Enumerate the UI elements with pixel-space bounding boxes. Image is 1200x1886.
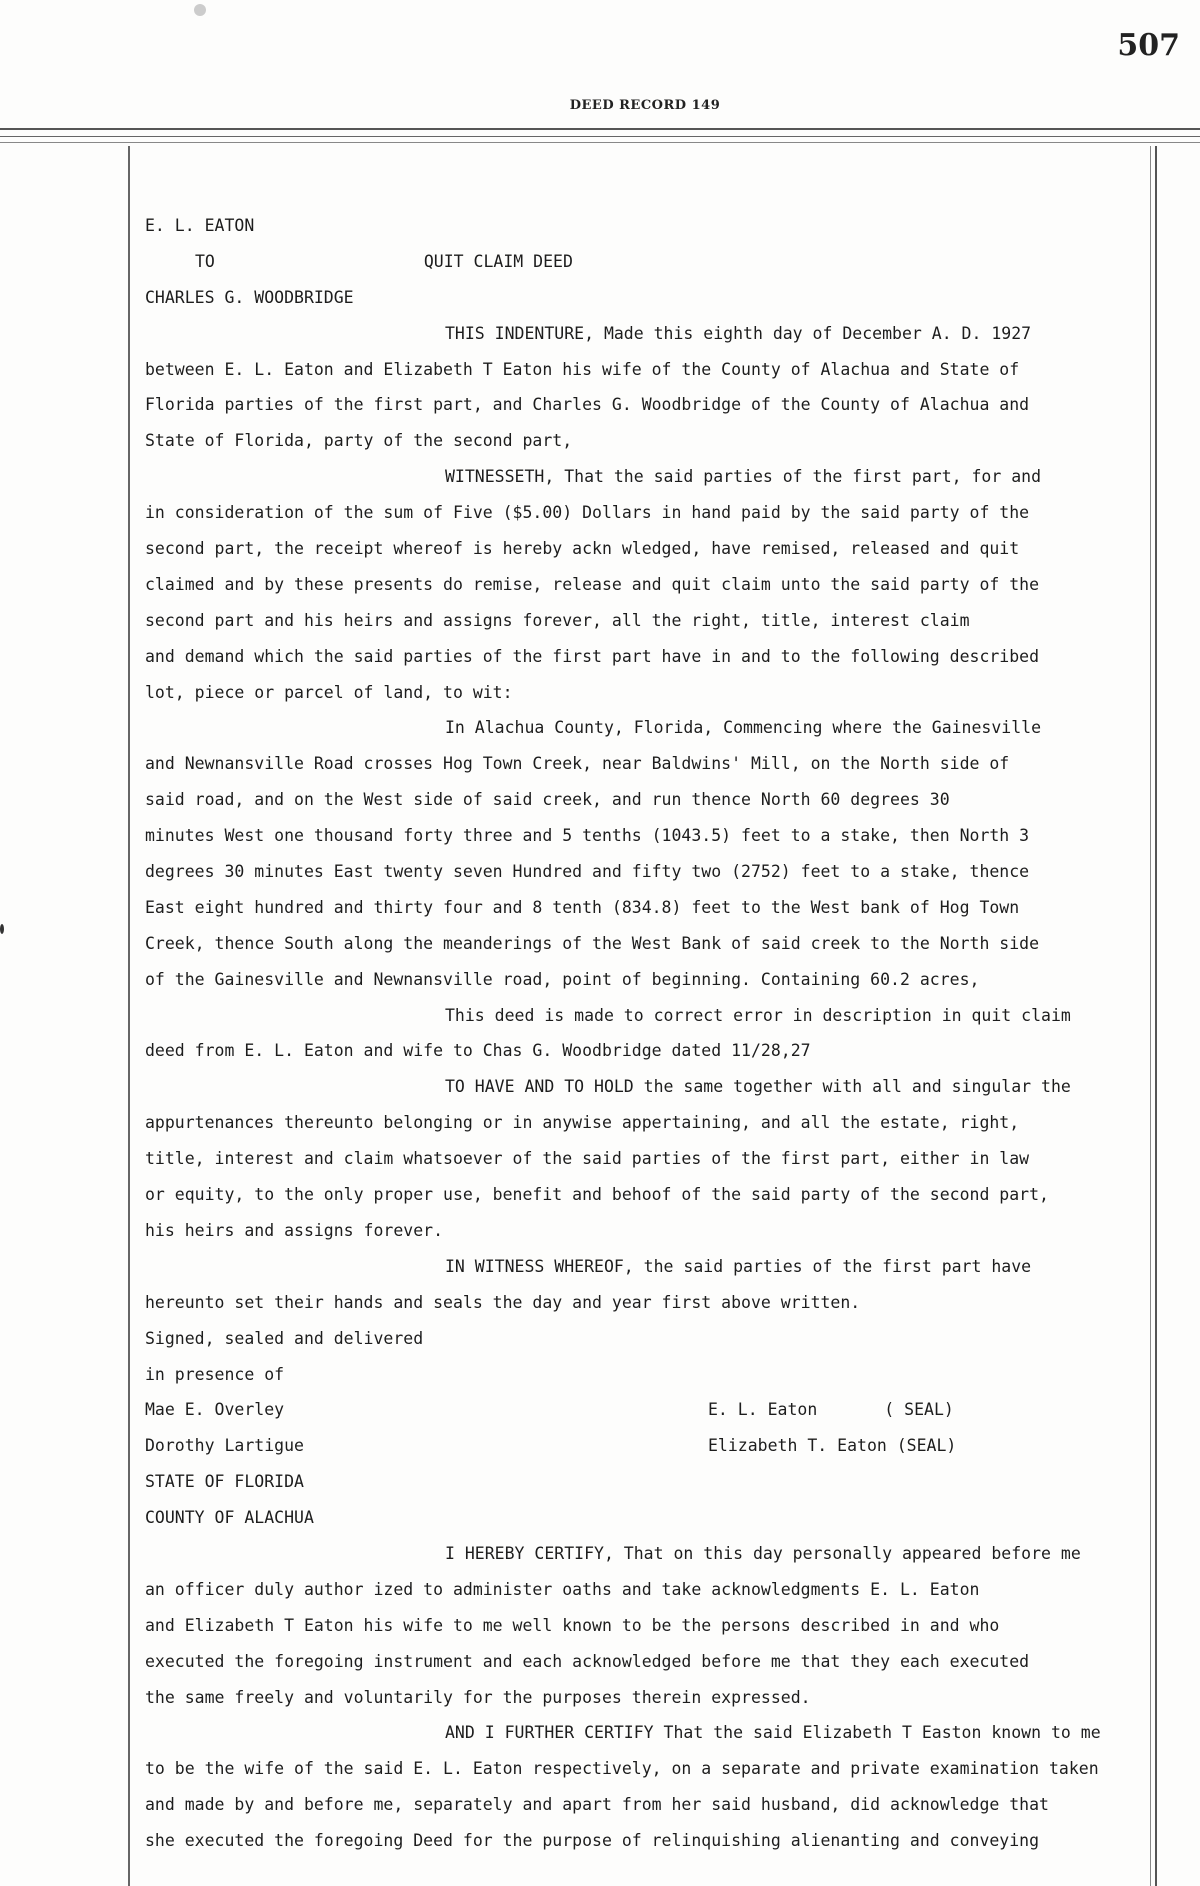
acknowledgment-line: she executed the foregoing Deed for the purpose of relinquishing alienanting and conveying	[145, 1831, 1040, 1851]
deed-line: or equity, to the only proper use, benefit and behoof of the said party of the second part,	[145, 1185, 1049, 1205]
paper-speck	[194, 4, 206, 16]
deed-line: Florida parties of the first part, and Charles G. Woodbridge of the County of Alachua and	[145, 395, 1030, 415]
grantee-name: CHARLES G. WOODBRIDGE	[145, 287, 354, 307]
county-line: COUNTY OF ALACHUA	[145, 1508, 314, 1528]
deed-line: second part and his heirs and assigns forever, all the right, title, interest claim	[145, 610, 970, 630]
right-margin-line-outer	[1155, 146, 1157, 1886]
right-margin-line-inner	[1150, 146, 1151, 1886]
deed-line: IN WITNESS WHEREOF, the said parties of the first part have	[445, 1256, 1032, 1276]
acknowledgment-line: an officer duly author ized to administer oaths and take acknowledgments E. L. Eaton	[145, 1579, 980, 1599]
signer-block	[708, 1428, 956, 1464]
acknowledgment-line: and made by and before me, separately and apart from her said husband, did acknowledge that	[145, 1795, 1049, 1815]
deed-line: title, interest and claim whatsoever of the said parties of the first part, either in law	[145, 1149, 1030, 1169]
deed-line: said road, and on the West side of said creek, and run thence North 60 degrees 30	[145, 790, 950, 810]
seal-mark: (SEAL)	[896, 1436, 957, 1456]
grantor-name: E. L. EATON	[145, 216, 255, 235]
deed-line: claimed and by these presents do remise, release and quit claim unto the said party of the	[145, 574, 1040, 594]
deed-line: his heirs and assigns forever.	[145, 1220, 444, 1240]
deed-line: appurtenances thereunto belonging or in anywise appertaining, and all the estate, right,	[145, 1113, 1020, 1133]
deed-line: of the Gainesville and Newnansville road, point of beginning. Containing 60.2 acres,	[145, 969, 980, 989]
witness-name: Mae E. Overley	[145, 1400, 285, 1420]
header-rule-thick	[0, 128, 1200, 130]
acknowledgment-line: the same freely and voluntarily for the purposes therein expressed.	[145, 1687, 811, 1707]
deed-line: Signed, sealed and delivered	[145, 1328, 424, 1348]
deed-line: hereunto set their hands and seals the day and year first above written.	[145, 1292, 861, 1312]
paper-speck	[0, 924, 4, 934]
signature-row	[145, 1392, 1145, 1428]
deed-line: In Alachua County, Florida, Commencing where the Gainesville	[445, 718, 1042, 738]
to-label: TO	[195, 251, 215, 271]
seal-mark: ( SEAL)	[884, 1400, 954, 1420]
deed-line: second part, the receipt whereof is hereby ackn wledged, have remised, released and quit	[145, 539, 1020, 559]
deed-line: and demand which the said parties of the first part have in and to the following described	[145, 646, 1040, 666]
to-line	[145, 244, 1145, 280]
left-margin-line	[128, 146, 130, 1886]
record-book-title: DEED RECORD 149	[569, 98, 721, 113]
acknowledgment-line: AND I FURTHER CERTIFY That the said Elizabeth T Easton known to me	[445, 1723, 1101, 1743]
deed-line: between E. L. Eaton and Elizabeth T Eaton his wife of the County of Alachua and State of	[145, 359, 1020, 379]
page-number: 507	[1117, 28, 1180, 63]
header-rule-thin	[0, 136, 1200, 137]
deed-body	[145, 208, 1145, 1859]
deed-line: in consideration of the sum of Five ($5.00) Dollars in hand paid by the said party of the	[145, 503, 1030, 523]
state-line: STATE OF FLORIDA	[145, 1472, 304, 1492]
signer-name: Elizabeth T. Eaton	[708, 1436, 887, 1456]
signer-name: E. L. Eaton	[708, 1400, 818, 1420]
deed-line: This deed is made to correct error in description in quit claim	[445, 1005, 1071, 1025]
signer-block	[708, 1392, 954, 1428]
deed-line: TO HAVE AND TO HOLD the same together with all and singular the	[445, 1077, 1071, 1097]
deed-type: QUIT CLAIM DEED	[423, 251, 573, 271]
deed-line: deed from E. L. Eaton and wife to Chas G. Woodbridge dated 11/28,27	[145, 1041, 811, 1061]
deed-line: WITNESSETH, That the said parties of the first part, for and	[445, 467, 1042, 487]
acknowledgment-line: I HEREBY CERTIFY, That on this day personally appeared before me	[445, 1543, 1081, 1563]
acknowledgment-line: executed the foregoing instrument and each acknowledged before me that they each executed	[145, 1651, 1030, 1671]
deed-line: degrees 30 minutes East twenty seven Hundred and fifty two (2752) feet to a stake, thence	[145, 862, 1030, 882]
deed-line: Creek, thence South along the meanderings of the West Bank of said creek to the North side	[145, 933, 1040, 953]
witness-name: Dorothy Lartigue	[145, 1436, 304, 1456]
deed-line: minutes West one thousand forty three and 5 tenths (1043.5) feet to a stake, then North 3	[145, 826, 1030, 846]
deed-line: East eight hundred and thirty four and 8 tenth (834.8) feet to the West bank of Hog Town	[145, 897, 1020, 917]
signature-row	[145, 1428, 1145, 1464]
deed-line: in presence of	[145, 1364, 285, 1384]
deed-line: lot, piece or parcel of land, to wit:	[145, 682, 513, 702]
acknowledgment-line: and Elizabeth T Eaton his wife to me well known to be the persons described in and who	[145, 1615, 1000, 1635]
deed-line: THIS INDENTURE, Made this eighth day of December A. D. 1927	[445, 323, 1032, 343]
acknowledgment-line: to be the wife of the said E. L. Eaton respectively, on a separate and private examination taken	[145, 1759, 1099, 1779]
deed-line: and Newnansville Road crosses Hog Town Creek, near Baldwins' Mill, on the North side of	[145, 754, 1010, 774]
deed-line: State of Florida, party of the second part,	[145, 431, 573, 451]
header-rule-light	[0, 142, 1200, 143]
